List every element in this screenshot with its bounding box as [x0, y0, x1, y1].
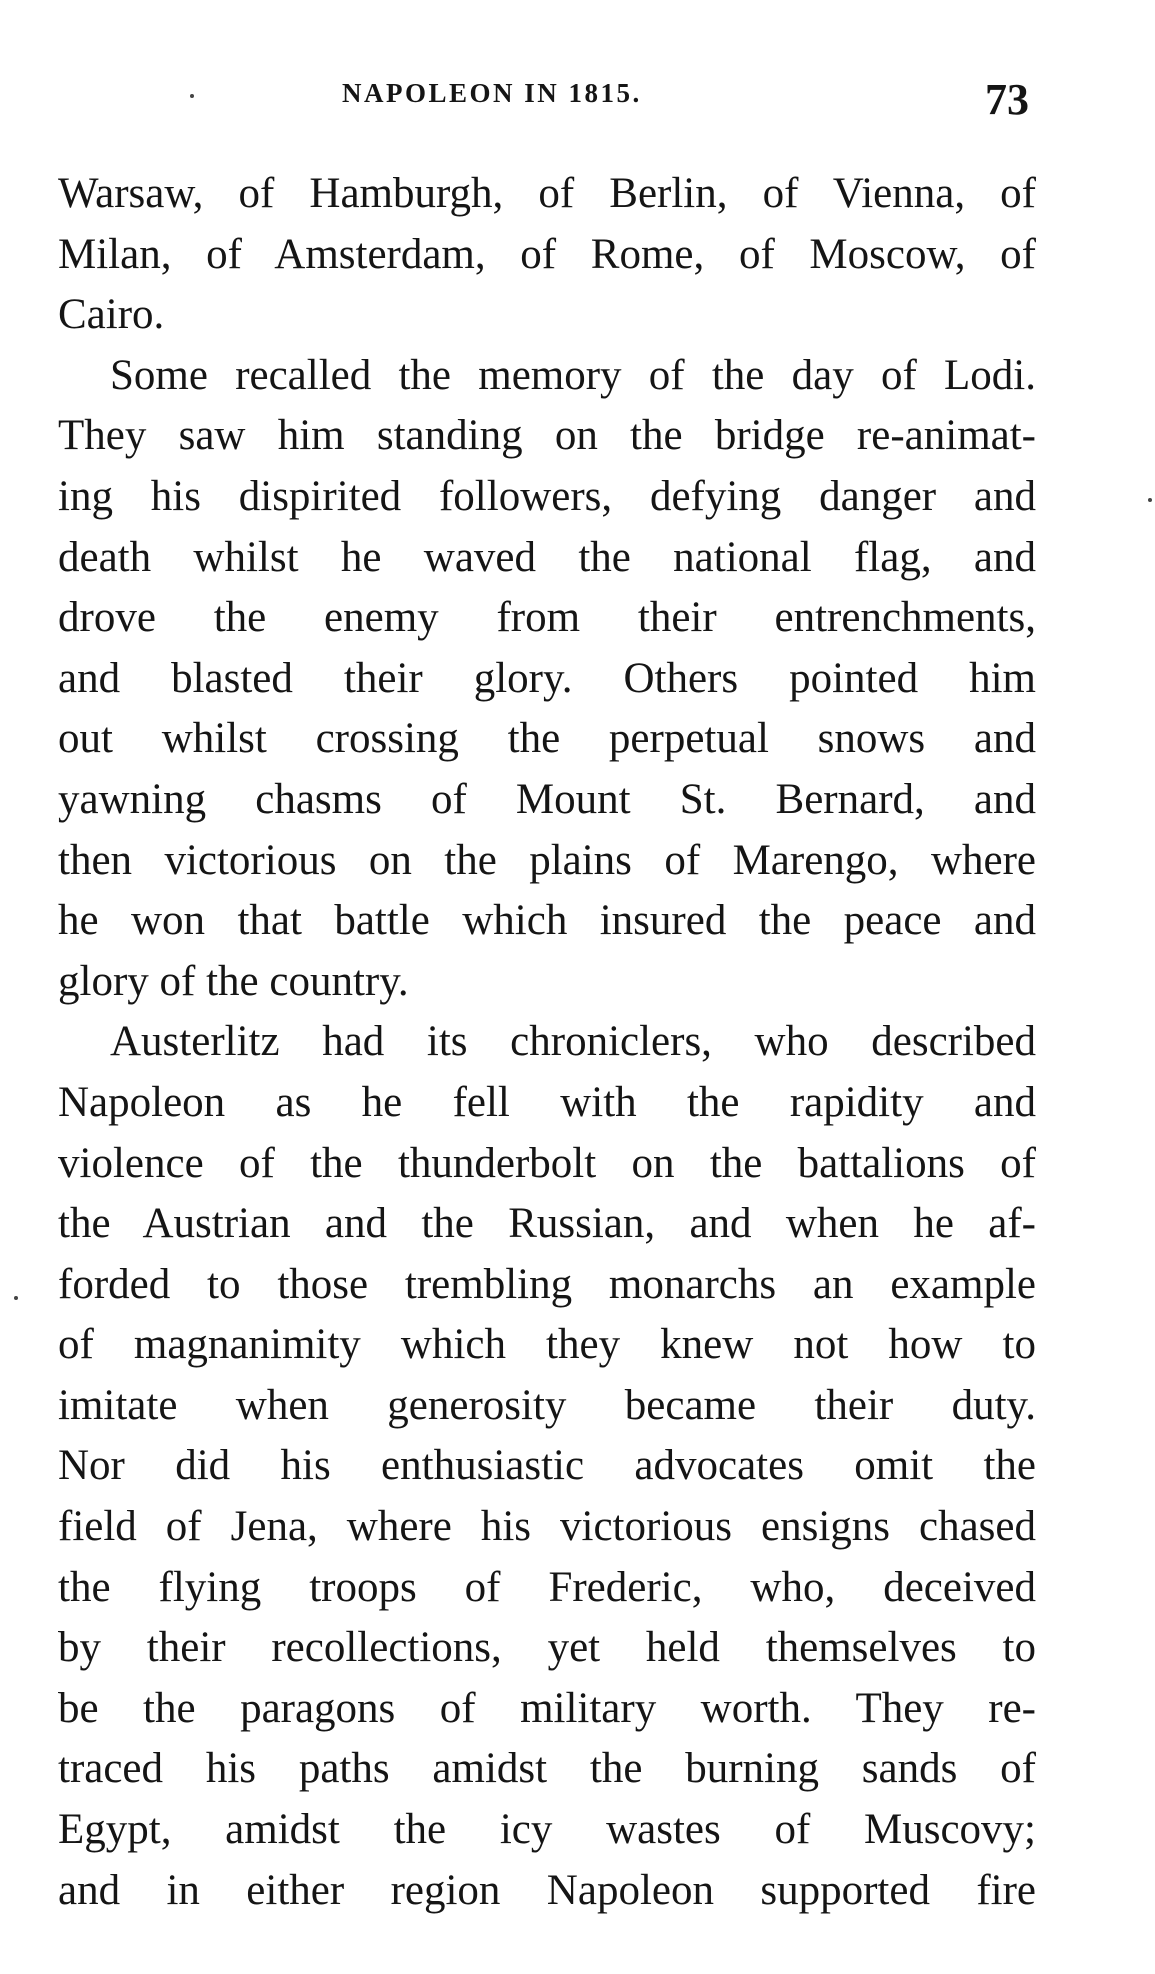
text-line: out whilst crossing the perpetual snows and [58, 715, 1036, 763]
text-line: of magnanimity which they knew not how to [58, 1321, 1036, 1369]
text-line: Nor did his enthusiastic advocates omit the [58, 1442, 1036, 1490]
text-line: death whilst he waved the national flag, and [58, 533, 1036, 581]
text-line: Napoleon as he fell with the rapidity and [58, 1078, 1036, 1126]
text-line: Egypt, amidst the icy wastes of Muscovy; [58, 1806, 1036, 1854]
text-line: Milan, of Amsterdam, of Rome, of Moscow, of [58, 230, 1036, 278]
text-line: the Austrian and the Russian, and when he af- [58, 1200, 1036, 1248]
print-speck [14, 1296, 18, 1300]
text-line: the flying troops of Frederic, who, deceived [58, 1563, 1036, 1611]
text-line: traced his paths amidst the burning sands of [58, 1745, 1036, 1793]
text-line: he won that battle which insured the peace and [58, 897, 1036, 945]
text-line: be the paragons of military worth. They re- [58, 1684, 1036, 1732]
text-line: Warsaw, of Hamburgh, of Berlin, of Vienna, of [58, 170, 1036, 217]
text-line: yawning chasms of Mount St. Bernard, and [58, 775, 1036, 823]
text-line: glory of the country. [58, 957, 409, 1005]
text-line: ing his dispirited followers, defying danger and [58, 472, 1036, 520]
text-line: by their recollections, yet held themselves to [58, 1624, 1036, 1672]
text-line: forded to those trembling monarchs an example [58, 1260, 1036, 1308]
text-line: Some recalled the memory of the day of Lodi. [110, 351, 1036, 399]
running-title: NAPOLEON IN 1815. [342, 78, 642, 108]
text-line: field of Jena, where his victorious ensigns chased [58, 1503, 1036, 1551]
text-line: Cairo. [58, 291, 165, 339]
page-number: 73 [985, 75, 1029, 124]
text-line: imitate when generosity became their duty. [58, 1381, 1036, 1429]
print-speck [1148, 498, 1152, 502]
text-line: violence of the thunderbolt on the battalions of [58, 1139, 1036, 1187]
running-head [0, 74, 1155, 134]
text-line: and blasted their glory. Others pointed him [58, 654, 1036, 702]
text-line: and in either region Napoleon supported fire [58, 1866, 1036, 1914]
text-line: Austerlitz had its chroniclers, who described [110, 1018, 1036, 1066]
print-speck [190, 94, 194, 98]
text-line: then victorious on the plains of Marengo, where [58, 836, 1036, 884]
text-line: drove the enemy from their entrenchments, [58, 594, 1036, 642]
body-text [58, 164, 1036, 1921]
text-line: They saw him standing on the bridge re-animat- [58, 412, 1036, 460]
